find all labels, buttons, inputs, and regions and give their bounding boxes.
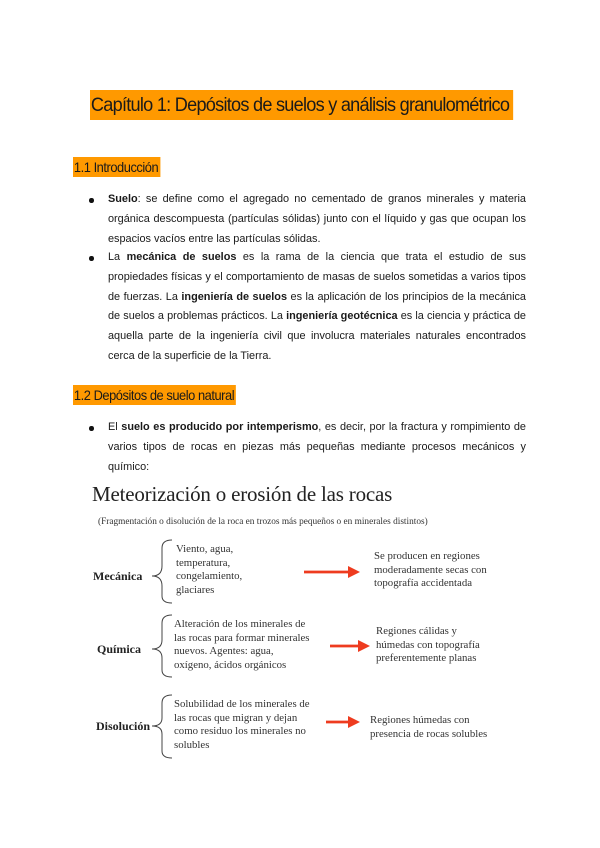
effects-mecanica (374, 550, 487, 591)
bullet-text: El (108, 421, 122, 433)
cause-line: congelamiento, (176, 570, 243, 582)
category-mecanica: Mecánica (93, 569, 143, 583)
effect-line: moderadamente secas con (374, 563, 487, 576)
effect-line: Regiones húmedas con (370, 714, 470, 726)
brace-icon (152, 540, 172, 603)
brace-icon (152, 615, 172, 677)
cause-line: Solubilidad de los minerales de (174, 698, 310, 710)
effect-line: Se producen en regiones (374, 550, 480, 562)
bullet-text: : se define como el agregado no cementado de granos minerales y materia orgánica descompuesta (partículas sólidas) junto con el líquido y gas que ocupan los espacios vacíos entre las partículas sólidas. (108, 193, 526, 245)
effect-line: húmedas con topografía (376, 638, 480, 651)
arrow-icon (304, 566, 360, 578)
chapter-title: Capítulo 1: Depósitos de suelos y análisis granulométrico (90, 90, 513, 120)
figure-subtitle: (Fragmentación o disolución de la roca en trozos más pequeños o en minerales distintos) (98, 517, 428, 527)
cause-line: las rocas para formar minerales (174, 631, 310, 644)
brace-icon (152, 695, 172, 758)
term-suelo: Suelo (108, 193, 138, 205)
effects-quimica (376, 625, 480, 666)
arrow-icon (326, 716, 360, 728)
effect-line: topografía accidentada (374, 577, 473, 589)
causes-mecanica (176, 543, 242, 597)
effect-line: preferentemente planas (376, 652, 477, 664)
cause-line: Viento, agua, (176, 543, 234, 555)
cause-line: temperatura, (176, 556, 231, 569)
term-ingenieria-geotecnica: ingeniería geotécnica (286, 310, 398, 323)
bullet-suelo (108, 190, 526, 249)
term-mecanica-de-suelos: mecánica de suelos (126, 251, 237, 263)
causes-disolucion (174, 698, 310, 752)
effect-line: presencia de rocas solubles (370, 727, 488, 740)
term-ingenieria-de-suelos: ingeniería de suelos (181, 290, 288, 303)
bullet-mecanica-de-suelos (108, 248, 526, 367)
cause-line: las rocas que migran y dejan (174, 711, 298, 724)
bullet-intemperismo (108, 418, 526, 477)
term-intemperismo: suelo es producido por intemperismo (121, 421, 319, 433)
bullet-text: , es decir, por la fractura y rompimiento de varios tipos de rocas en piezas más pequeñas mediante procesos mecánicos y químico: (108, 421, 526, 473)
cause-line: glaciares (176, 583, 215, 596)
bullet-text: es la ciencia y práctica de aquella parte de la ingeniería civil que involucra materiales naturales encontrados cerca de la superficie de la Tierra. (108, 310, 526, 362)
bullet-text: La (108, 251, 127, 263)
section-title-depositos: 1.2 Depósitos de suelo natural (73, 387, 235, 403)
cause-line: nuevos. Agentes: agua, (174, 645, 274, 657)
cause-line: Alteración de los minerales de (174, 618, 306, 630)
cause-line: solubles (174, 738, 210, 751)
cause-line: como residuo los minerales no (174, 725, 306, 737)
figure-title: Meteorización o erosión de las rocas (92, 482, 393, 506)
bullet-text: es la aplicación de los principios de la mecánica de suelos a problemas prácticos. La (108, 290, 526, 323)
arrow-icon (330, 640, 370, 652)
effects-disolucion (370, 714, 487, 741)
bullet-text: es la rama de la ciencia que trata el estudio de sus propiedades físicas y el comportamiento de masas de suelos sometidas a varios tipos de fuerzas. La (108, 251, 526, 303)
cause-line: oxígeno, ácidos orgánicos (174, 658, 287, 671)
weathering-figure (90, 482, 530, 782)
effect-line: Regiones cálidas y (376, 625, 457, 637)
category-quimica: Química (97, 642, 141, 656)
section-title-introduccion: 1.1 Introducción (73, 159, 159, 175)
causes-quimica (174, 618, 310, 672)
category-disolucion: Disolución (96, 719, 151, 733)
